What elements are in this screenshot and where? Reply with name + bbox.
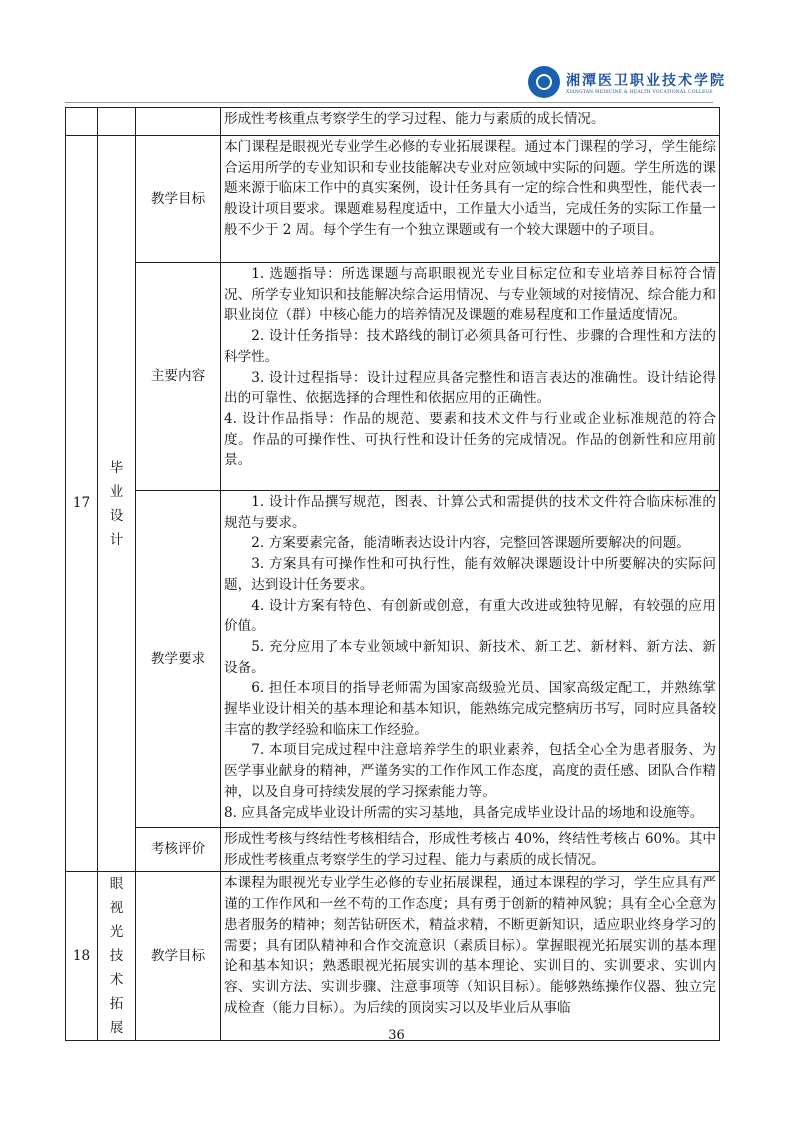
header-divider xyxy=(65,102,713,103)
college-logo xyxy=(528,66,726,98)
row-number: 18 xyxy=(66,872,98,1041)
requirements-label: 教学要求 xyxy=(136,491,221,828)
logo-english-name: XIANGTAN MEDICINE & HEALTH VOCATIONAL COLLEGE xyxy=(566,89,713,95)
course-name: 毕 业 设 计 xyxy=(98,136,136,872)
goal-label: 教学目标 xyxy=(136,136,221,263)
course-name: 眼 视 光 技 术 拓 展 xyxy=(98,872,136,1041)
content-label: 主要内容 xyxy=(136,263,221,491)
goal-text: 本门课程是眼视光专业学生必修的专业拓展课程。通过本门课程的学习，学生能综合运用所学的专业知识和专业技能解决专业对应领域中实际的问题。学生所选的课题来源于临床工作中的真实案例，设计任务具有一定的综合性和典型性，能代表一般设计项目要求。课题难易程度适中，工作量大小适当，完成任务的实际工作量一般不少于 2 周。每个学生有一个独立课题或有一个较大课题中的子项目。 xyxy=(221,136,720,263)
table-row-continued xyxy=(66,108,720,136)
page-number: 36 xyxy=(388,1028,405,1043)
table-row-17-content xyxy=(66,263,720,491)
main-content: 1. 选题指导：所选课题与高职眼视光专业目标定位和专业培养目标符合情况、所学专业知识和技能解决综合运用情况、与专业领域的对接情况、综合能力和职业岗位（群）中核心能力的培养情况及课题的难易程度和工作量适度情况。 2. 设计任务指导：技术路线的制订必须具备可行性、步骤的合理性和方法的科学性。 3. 设计过程指导：设计过程应具备完整性和语言表达的准确性。设计结论得出的可靠性、依据选择的合理性和依据应用的正确性。 4. 设计作品指导：作品的规范、要素和技术文件与行业或企业标准规范的符合度。作品的可操作性、可执行性和设计任务的完成情况。作品的创新性和应用前景。 xyxy=(221,263,720,491)
evaluation-label: 考核评价 xyxy=(136,828,221,872)
goal-label: 教学目标 xyxy=(136,872,221,1041)
table-row-17-goal xyxy=(66,136,720,263)
table-row-17-evaluation xyxy=(66,828,720,872)
goal-text: 本课程为眼视光专业学生必修的专业拓展课程，通过本课程的学习，学生应具有严谨的工作作风和一丝不苟的工作态度；具有勇于创新的精神风貌；具有全心全意为患者服务的精神；刻苦钻研医术，精益求精，不断更新知识，适应职业终身学习的需要；具有团队精神和合作交流意识（素质目标）。掌握眼视光拓展实训的基本理论和基本知识；熟悉眼视光拓展实训的基本理论、实训目的、实训要求、实训内容、实训方法、实训步骤、注意事项等（知识目标）。能够熟练操作仪器、独立完成检查（能力目标）。为后续的顶岗实习以及毕业后从事临 xyxy=(221,872,720,1041)
row-number: 17 xyxy=(66,136,98,872)
college-emblem-icon xyxy=(528,66,560,98)
requirements-text: 1. 设计作品撰写规范，图表、计算公式和需提供的技术文件符合临床标准的规范与要求。 2. 方案要素完备，能清晰表达设计内容，完整回答课题所要解决的问题。 3. 方案具有可操作性和可执行性，能有效解决课题设计中所要解决的实际问题，达到设计任务要求。 4. 设计方案有特色、有创新或创意，有重大改进或独特见解，有较强的应用价值。 5. 充分应用了本专业领域中新知识、新技术、新工艺、新材料、新方法、新设备。 6. 担任本项目的指导老师需为国家高级验光员、国家高级定配工，并熟练掌握毕业设计相关的基本理论和基本知识，能熟练完成完整病历书写，同时应具备较丰富的教学经验和临床工作经验。 7. 本项目完成过程中注意培养学生的职业素养，包括全心全为患者服务、为医学事业献身的精神，严谨务实的工作作风工作态度，高度的责任感、团队合作精神，以及自身可持续发展的学习探索能力等。 8. 应具备完成毕业设计所需的实习基地，具备完成毕业设计品的场地和设施等。 xyxy=(221,491,720,828)
table-row-17-requirements xyxy=(66,491,720,828)
evaluation-text: 形成性考核与终结性考核相结合，形成性考核占 40%，终结性考核占 60%。其中形成性考核重点考察学生的学习过程、能力与素质的成长情况。 xyxy=(221,828,720,872)
table-row-18-goal xyxy=(66,872,720,1041)
logo-chinese-name: 湘潭医卫职业技术学院 xyxy=(566,72,726,89)
continued-evaluation: 形成性考核重点考察学生的学习过程、能力与素质的成长情况。 xyxy=(221,108,720,136)
course-table xyxy=(65,107,720,1041)
